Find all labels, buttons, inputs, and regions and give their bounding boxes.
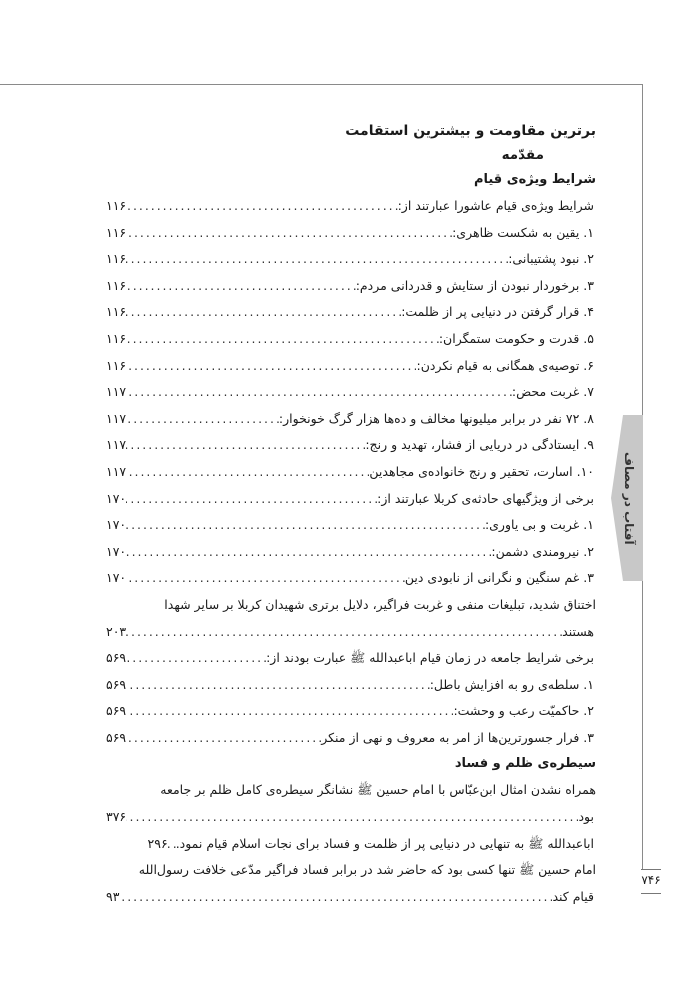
toc-entry-page: ۱۱۶ (106, 357, 127, 373)
toc-entry-label: ۳. برخوردار نبودن از ستایش و قدردانی مردم: (355, 277, 594, 293)
leader-dots (119, 884, 552, 911)
toc-entry-label: ۵. قدرت و حکومت ستمگران: (438, 330, 594, 346)
toc-entry-page: ۱۷۰ (106, 490, 127, 506)
leader-dots (126, 273, 356, 300)
page-number-rule-bottom (641, 893, 661, 894)
toc-entry-label: برخی از ویژگیهای حادثه‌ی کربلا عبارتند از: (377, 490, 594, 506)
toc-entry[interactable] (104, 486, 596, 513)
toc-entry-page: ۹۳ (106, 888, 120, 904)
toc-entry[interactable] (104, 725, 596, 752)
toc-entry-label: ۱. سلطه‌ی رو به افزایش باطل: (429, 676, 594, 692)
toc-entry-page: ۱۷۰ (106, 543, 127, 559)
toc-entry[interactable] (104, 539, 596, 566)
toc-entry[interactable] (104, 672, 596, 699)
leader-dots (168, 831, 176, 858)
leader-dots (126, 299, 401, 326)
toc-entry-page: ۱۷۰ (106, 570, 127, 586)
toc-entry-line: اختناق شدید، تبلیغات منفی و غربت فراگیر، دلایل برتری شهیدان کربلا بر سایر شهدا (164, 596, 596, 612)
toc-entry-page: ۱۱۶ (106, 251, 127, 267)
toc-entry-page: ۱۱۶ (106, 224, 127, 240)
toc-entry-label: ۲. حاکمیّت رعب و وحشت: (453, 703, 594, 719)
toc-entry[interactable] (104, 698, 596, 725)
toc-entry-page: ۵۶۹ (106, 650, 127, 666)
toc-entry-label: ۹. ایستادگی در دریایی از فشار، تهدید و رنج: (365, 437, 594, 453)
toc-entry[interactable] (104, 512, 596, 539)
toc-entry-label: شرایط ویژه‌ی قیام عاشورا عبارتند از: (397, 198, 594, 213)
toc-entry-page: ۳۷۶ (106, 809, 127, 825)
toc-entry-page: ۵۶۹ (106, 703, 127, 719)
page-number: ۷۴۶ (641, 873, 661, 887)
leader-dots (126, 486, 377, 513)
toc-entry-page: ۱۱۶ (106, 304, 127, 320)
toc-entry-label: ۱۰. اسارت، تحقیر و رنج خانواده‌ی مجاهدین (369, 463, 594, 479)
toc-entry-page: ۵۶۹ (106, 729, 127, 745)
toc-entry[interactable] (104, 353, 596, 380)
toc-entry[interactable] (104, 326, 596, 353)
leader-dots (126, 459, 369, 486)
toc-entry[interactable] (104, 459, 596, 486)
toc-entry[interactable] (104, 619, 596, 646)
top-rule (0, 84, 643, 85)
toc-entry-label: ۳. غم سنگین و نگرانی از نابودی دین (404, 570, 594, 586)
leader-dots (126, 698, 453, 725)
leader-dots (126, 539, 491, 566)
toc-entry[interactable] (104, 406, 596, 433)
toc-entry-label: قیام کند (552, 888, 594, 904)
leader-dots (126, 326, 439, 353)
toc-entry-page: ۲۰۳ (106, 623, 127, 639)
toc-entry-label: ۱. یقین به شکست ظاهری: (452, 224, 594, 240)
toc (104, 119, 596, 910)
toc-entry[interactable] (104, 804, 596, 831)
toc-entry-label: ۶. توصیه‌ی همگانی به قیام نکردن: (416, 357, 594, 373)
leader-dots (126, 379, 512, 406)
leader-dots (126, 645, 266, 672)
toc-title: برترین مقاومت و بیشترین استقامت (345, 123, 596, 139)
toc-entry-label: بود (578, 809, 594, 825)
toc-entry-page: ۱۱۶ (106, 198, 127, 213)
toc-entry[interactable] (104, 831, 596, 858)
toc-entry-label: اباعبدالله ﷺ به تنهایی در دنیایی پر از ظلمت و فساد برای نجات اسلام قیام نمود. (175, 835, 594, 851)
leader-dots (126, 406, 279, 433)
section-heading: شرایط ویژه‌ی قیام (473, 172, 596, 187)
side-tab-label (615, 415, 643, 581)
toc-entry-label: ۲. نیرومندی دشمن: (491, 543, 594, 559)
toc-entry-label: ۱. غربت و بی یاوری: (484, 517, 594, 533)
section-heading: سیطره‌ی ظلم و فساد (454, 756, 596, 772)
toc-entry-page: ۲۹۶ (147, 835, 168, 851)
toc-entry-line: امام حسین ﷺ تنها کسی بود که حاضر شد در برابر فساد فراگیر مدّعی خلافت رسول‌الله (138, 862, 596, 878)
toc-entry-line: همراه نشدن امثال ابن‌عبّاس با امام حسین ﷺ نشانگر سیطره‌ی کامل ظلم بر جامعه (160, 782, 596, 798)
toc-entry[interactable] (104, 379, 596, 406)
toc-entry-label: هستند (562, 623, 594, 639)
toc-entry[interactable] (104, 645, 596, 672)
toc-entry-label: برخی شرایط جامعه در زمان قیام اباعبدالله ﷺ عبارت بودند از: (266, 650, 594, 666)
toc-entry-label: ۴. قرار گرفتن در دنیایی پر از ظلمت: (401, 304, 594, 320)
side-tab-text: آفتاب در مصاف (622, 451, 636, 545)
leader-dots (126, 725, 321, 752)
leader-dots (126, 672, 430, 699)
leader-dots (126, 619, 562, 646)
toc-entry[interactable] (104, 884, 596, 911)
toc-entry[interactable] (104, 432, 596, 459)
toc-entry[interactable] (104, 299, 596, 326)
toc-intro: مقدّمه (501, 147, 544, 163)
toc-entry[interactable] (104, 220, 596, 247)
leader-dots (126, 804, 578, 831)
toc-entry[interactable] (104, 193, 596, 220)
toc-entry-label: ۲. نبود پشتیبانی: (508, 251, 594, 267)
toc-entry-page: ۱۱۶ (106, 330, 127, 346)
toc-entry-label: ۷. غربت محض: (511, 384, 594, 400)
toc-entry-page: ۵۶۹ (106, 676, 127, 692)
leader-dots (126, 512, 485, 539)
toc-entry-page: ۱۱۷ (106, 463, 127, 479)
toc-entry-page: ۱۱۶ (106, 277, 127, 293)
toc-entry[interactable] (104, 273, 596, 300)
page-number-rule-top (641, 869, 661, 870)
toc-entry-label: ۳. فرار جسورترین‌ها از امر به معروف و نهی از منکر (321, 729, 594, 745)
toc-entry-page: ۱۱۷ (106, 437, 127, 453)
toc-entry-label: ۸. ۷۲ نفر در برابر میلیونها مخالف و ده‌ها هزار گرگ خونخوار: (278, 410, 594, 426)
leader-dots (126, 432, 365, 459)
toc-entry-page: ۱۱۷ (106, 384, 127, 400)
leader-dots (126, 353, 416, 380)
leader-dots (126, 246, 508, 273)
toc-entry[interactable] (104, 246, 596, 273)
toc-entry[interactable] (104, 565, 596, 592)
toc-entry-page: ۱۱۷ (106, 410, 127, 426)
leader-dots (126, 220, 452, 247)
leader-dots (126, 565, 405, 592)
toc-entry-page: ۱۷۰ (106, 517, 127, 533)
leader-dots (126, 193, 397, 220)
